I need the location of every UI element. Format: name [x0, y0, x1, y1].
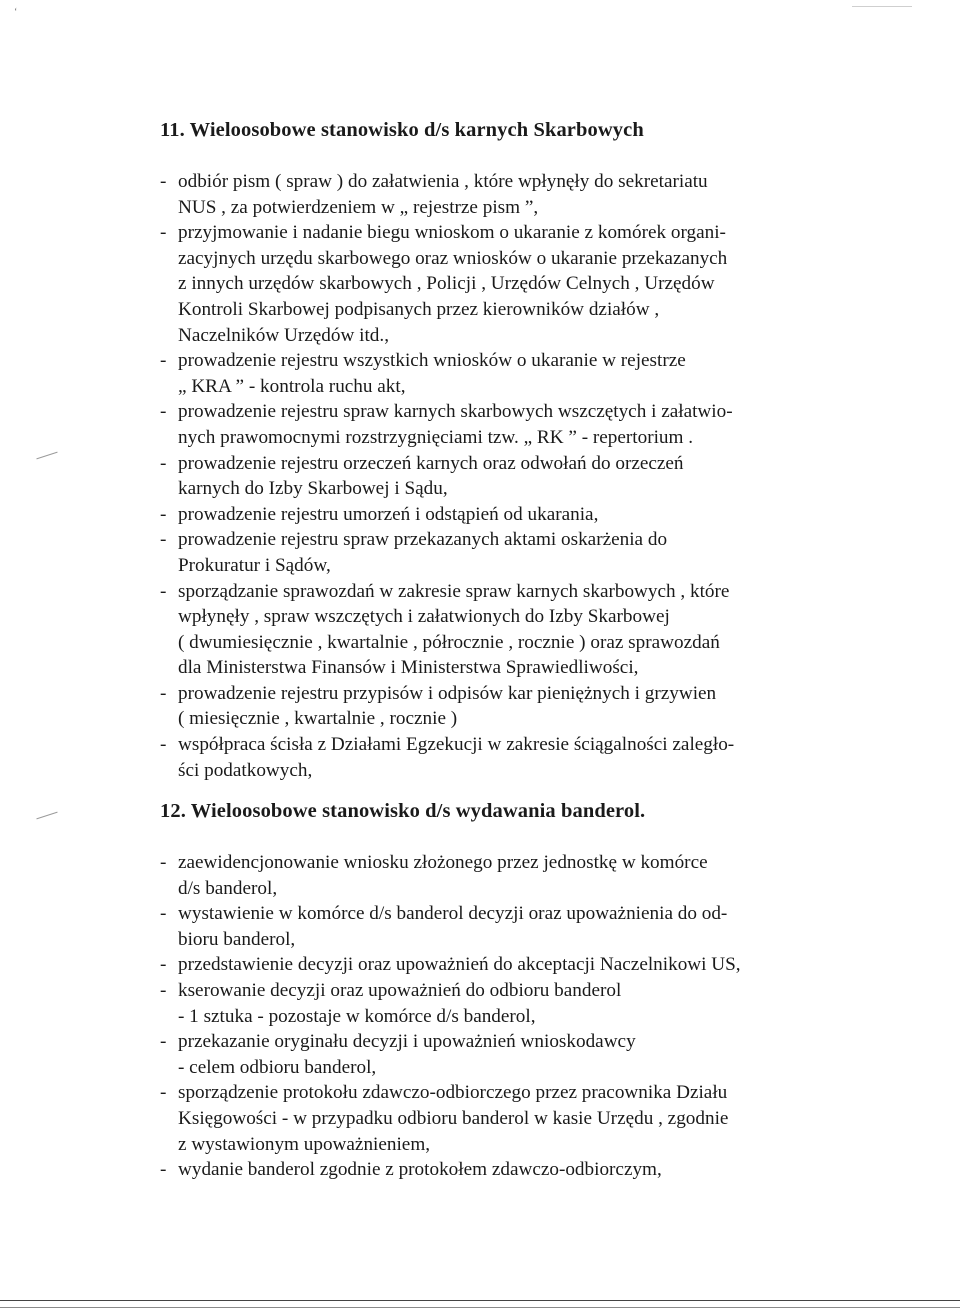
list-item — [160, 348, 840, 399]
list-item-text: kserowanie decyzji oraz upoważnień do odbioru banderol - 1 sztuka - pozostaje w komórce d/s banderol, — [178, 979, 622, 1027]
list-dash: - — [160, 401, 167, 423]
list-item-text: prowadzenie rejestru wszystkich wniosków o ukaranie w rejestrze „ KRA ” - kontrola ruchu akt, — [178, 350, 686, 397]
list-item — [160, 681, 840, 732]
list-item — [160, 1157, 840, 1183]
list-dash: - — [160, 903, 167, 925]
list-item — [160, 502, 840, 528]
list-item-text: przyjmowanie i nadanie biegu wnioskom o ukaranie z komórek organi- zacyjnych urzędu skarbowego oraz wniosków o ukaranie przekazanych z innych urzędów skarbowych , Policji , Urzędów Celnych , Urzędów Kontroli Skarbowej podpisanych przez kierowników działów , Naczelników Urzędów itd., — [178, 222, 728, 346]
list-item — [160, 220, 840, 348]
list-dash: - — [160, 580, 167, 602]
list-item — [160, 901, 840, 952]
list-dash: - — [160, 222, 167, 244]
list-item-text: przedstawienie decyzji oraz upoważnień do akceptacji Naczelnikowi US, — [178, 954, 741, 976]
list-item-text: prowadzenie rejestru przypisów i odpisów kar pieniężnych i grzywien ( miesięcznie , kwartalnie , rocznie ) — [178, 682, 717, 730]
list-item — [160, 527, 840, 578]
list-dash: - — [160, 529, 167, 551]
list-item-text: wydanie banderol zgodnie z protokołem zdawczo-odbiorczym, — [178, 1159, 662, 1181]
scan-margin-mark — [36, 812, 57, 820]
list-dash: - — [160, 503, 167, 525]
list-item-text: sporządzenie protokołu zdawczo-odbiorczego przez pracownika Działu Księgowości - w przypadku odbioru banderol w kasie Urzędu , zgodnie z wystawionym upoważnieniem, — [178, 1082, 729, 1155]
list-item-text: prowadzenie rejestru spraw przekazanych aktami oskarżenia do Prokuratur i Sądów, — [178, 529, 668, 576]
list-dash: - — [160, 1082, 167, 1104]
list-item — [160, 169, 840, 220]
list-item — [160, 978, 840, 1029]
scan-bottom-edge — [0, 1300, 960, 1301]
scan-bottom-edge — [0, 1307, 960, 1308]
list-item — [160, 1029, 840, 1080]
list-item — [160, 399, 840, 450]
list-item-text: współpraca ścisła z Działami Egzekucji w zakresie ściągalności zaległo- ści podatkowych, — [178, 734, 735, 781]
section-12 — [160, 797, 840, 1183]
list-item — [160, 1080, 840, 1157]
list-dash: - — [160, 1031, 167, 1053]
section-11 — [160, 116, 840, 783]
list-item-text: prowadzenie rejestru orzeczeń karnych oraz odwołań do orzeczeń karnych do Izby Skarbowej i Sądu, — [178, 452, 684, 500]
list-item-text: odbiór pism ( spraw ) do załatwienia , które wpłynęły do sekretariatu NUS , za potwierdzeniem w „ rejestrze pism ”, — [178, 171, 708, 218]
list-item — [160, 732, 840, 783]
list-dash: - — [160, 452, 167, 474]
list-dash: - — [160, 171, 167, 192]
list-item-text: prowadzenie rejestru umorzeń i odstąpień od ukarania, — [178, 503, 599, 525]
list-dash: - — [160, 682, 167, 704]
list-item-text: sporządzanie sprawozdań w zakresie spraw karnych skarbowych , które wpłynęły , spraw wszczętych i załatwionych do Izby Skarbowej ( dwumiesięcznie , kwartalnie , półrocznie , rocznie ) oraz sprawozdań dla Ministerstwa Finansów i Ministerstwa Sprawiedliwości, — [178, 580, 730, 679]
list-item — [160, 952, 840, 978]
list-dash: - — [160, 979, 167, 1001]
list-item-text: wystawienie w komórce d/s banderol decyzji oraz upoważnienia do od- bioru banderol, — [178, 903, 728, 950]
scan-tick-mark: ‘ — [14, 7, 18, 18]
list-item-text: przekazanie oryginału decyzji i upoważnień wnioskodawcy - celem odbioru banderol, — [178, 1031, 636, 1078]
list-item — [160, 451, 840, 502]
duty-list — [160, 169, 840, 783]
duty-list — [160, 850, 840, 1183]
section-heading: 12. Wieloosobowe stanowisko d/s wydawania banderol. — [160, 800, 646, 822]
scan-margin-mark — [36, 452, 57, 460]
list-item — [160, 579, 840, 681]
list-dash: - — [160, 852, 167, 873]
list-item — [160, 850, 840, 901]
scan-edge-mark — [852, 6, 912, 7]
list-dash: - — [160, 350, 167, 372]
list-dash: - — [160, 1159, 167, 1181]
list-dash: - — [160, 954, 167, 976]
list-dash: - — [160, 734, 167, 756]
section-heading: 11. Wieloosobowe stanowisko d/s karnych Skarbowych — [160, 119, 644, 141]
list-item-text: zaewidencjonowanie wniosku złożonego przez jednostkę w komórce d/s banderol, — [178, 852, 708, 899]
list-item-text: prowadzenie rejestru spraw karnych skarbowych wszczętych i załatwio- nych prawomocnymi rozstrzygnięciami tzw. „ RK ” - repertorium . — [178, 401, 733, 448]
